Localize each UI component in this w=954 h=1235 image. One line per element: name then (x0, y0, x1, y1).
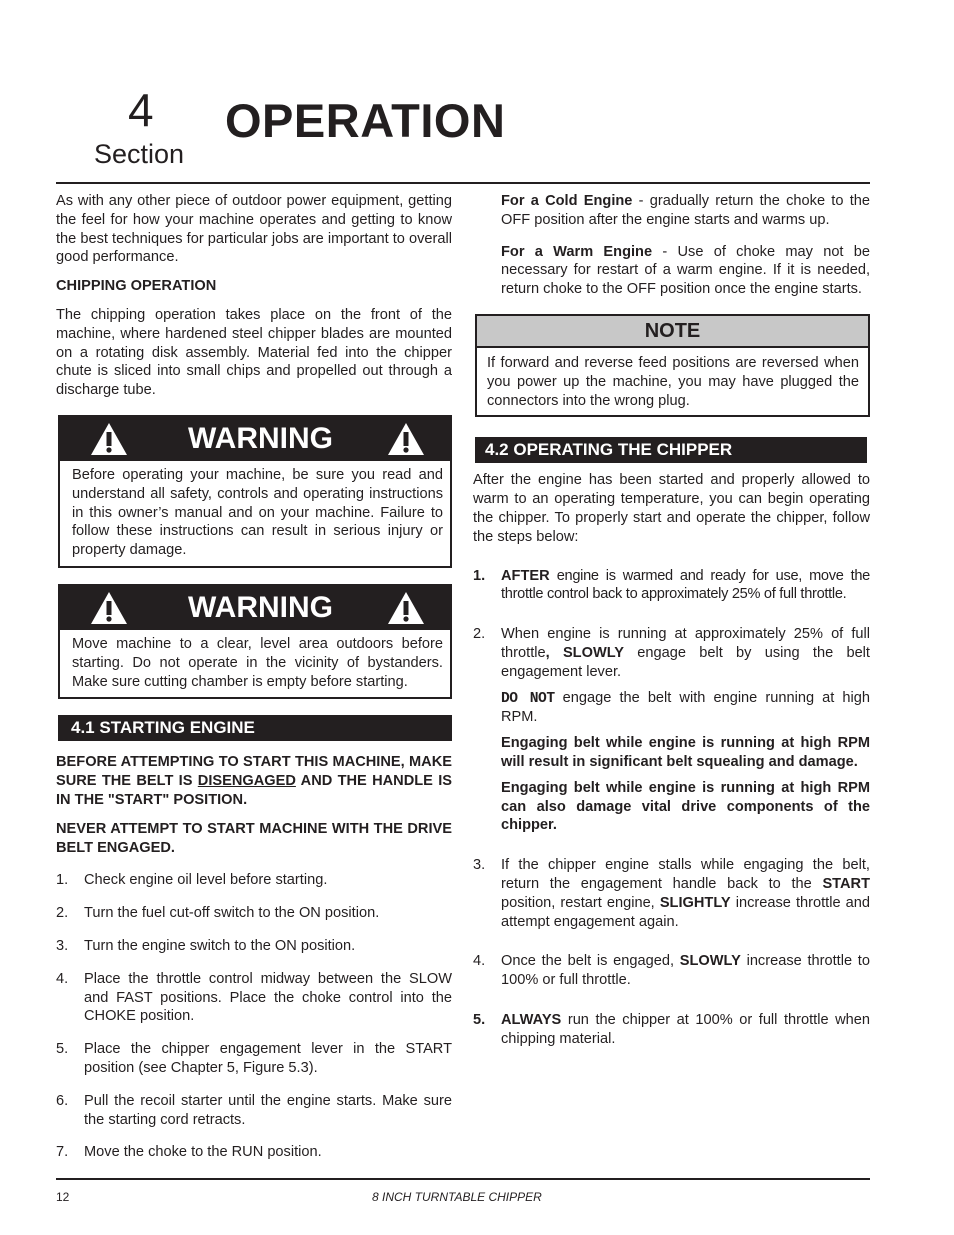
warning-icon (387, 591, 425, 625)
warm-engine-paragraph (501, 243, 870, 299)
caution-text: AND THE HANDLE IS IN THE "START" POSITION. (56, 773, 452, 808)
step-emphasis: ALWAYS (501, 1011, 562, 1028)
warning-text: Before operating your machine, be sure you read and understand all safety, controls and operating instructions in this owner’s manual and on your machine. Failure to follow these instructions can result in serious injury or property damage. (72, 466, 443, 559)
caution-belt-disengaged (56, 753, 452, 809)
caution-belt-engaged: NEVER ATTEMPT TO START MACHINE WITH THE DRIVE BELT ENGAGED. (56, 820, 452, 856)
step-number: 3. (56, 937, 69, 954)
step-text: Pull the recoil starter until the engine starts. Make sure the starting cord retracts. (84, 1092, 452, 1128)
step-text: Place the chipper engagement lever in the START position (see Chapter 5, Figure 5.3). (84, 1041, 452, 1076)
section-heading-4-1: 4.1 STARTING ENGINE (58, 715, 452, 741)
warning-label: WARNING (188, 421, 333, 455)
list-item (56, 1092, 452, 1130)
caution-underlined: DISENGAGED (197, 773, 296, 790)
list-item (473, 856, 870, 931)
caution-text: BEFORE ATTEMPTING TO START THIS MACHINE, MAKE SURE THE BELT IS (56, 754, 452, 790)
warm-engine-label: For a Warm Engine (501, 243, 653, 260)
list-item (56, 1143, 452, 1162)
step-number: 4. (473, 953, 486, 970)
cold-engine-text: - gradually return the choke to the OFF position after the engine starts and warms up. (501, 193, 871, 228)
step-text-part: increase throttle and attempt engagement again. (501, 894, 870, 930)
page-number: 12 (56, 1190, 70, 1204)
intro-paragraph: As with any other piece of outdoor power equipment, getting the feel for how your machine operates and getting to know the best techniques for particular jobs are important to overall good performance. (56, 193, 452, 266)
operating-steps-list (473, 567, 870, 1049)
step-text-part: Once the belt is engaged, (501, 953, 680, 970)
do-not-text: engage the belt with engine running at high RPM. (501, 689, 870, 726)
step-text: engine is warmed and ready for use, move the throttle control back to approximately 25% of full throttle. (501, 567, 870, 603)
step-text: Turn the fuel cut-off switch to the ON position. (84, 905, 380, 922)
warning-box-2 (58, 584, 452, 699)
step-number: 2. (473, 626, 486, 643)
step-number: 2. (56, 905, 69, 922)
step-text: run the chipper at 100% or full throttle when chipping material. (501, 1011, 870, 1047)
warm-engine-text: - Use of choke may not be necessary for restart of a warm engine. If it is needed, return choke to the OFF position once the engine starts. (501, 243, 870, 298)
list-item (473, 567, 870, 605)
step-number: 1. (473, 567, 486, 584)
list-item (56, 904, 452, 923)
step-text-part: If the chipper engine stalls while engaging the belt, return the engagement handle back to the (501, 857, 870, 892)
do-not-paragraph (501, 689, 870, 728)
warning-header (60, 586, 450, 630)
starting-steps-list (56, 871, 452, 1162)
warning-icon (387, 422, 425, 456)
section-word: Section (94, 139, 185, 169)
do-not-label: DO NOT (501, 690, 555, 707)
step-text-part: position, restart engine, (501, 894, 660, 911)
step-text-part: engage belt by using the belt engagement lever. (501, 644, 870, 680)
step-text-part: When engine is running at approximately 25% of full throttle (501, 626, 870, 661)
list-item (56, 1040, 452, 1078)
step-emphasis: , SLOWLY (545, 644, 625, 661)
header-rule (56, 182, 870, 184)
section-number: 4 (128, 84, 154, 136)
warning-label: WARNING (188, 590, 333, 624)
list-item (56, 970, 452, 1026)
footer-rule (56, 1178, 870, 1180)
chipping-heading: CHIPPING OPERATION (56, 278, 217, 295)
step-number: 1. (56, 872, 69, 889)
note-text: If forward and reverse feed positions are reversed when you power up the machine, you may have plugged the connectors into the wrong plug. (487, 354, 859, 409)
step-number: 5. (473, 1011, 486, 1028)
right-column (473, 192, 870, 1049)
step-text: Turn the engine switch to the ON position. (84, 937, 356, 954)
step-number: 7. (56, 1144, 69, 1161)
step-text (501, 625, 870, 681)
list-item (473, 625, 870, 835)
list-item (56, 871, 452, 890)
drive-damage-warning: Engaging belt while engine is running at high RPM can also damage vital drive components of the chipper. (501, 779, 870, 834)
step-text: Move the choke to the RUN position. (84, 1144, 322, 1161)
list-item (473, 952, 870, 990)
step-number: 5. (56, 1041, 69, 1058)
step-number: 3. (473, 857, 486, 874)
cold-engine-label: For a Cold Engine (501, 193, 633, 209)
warning-box-1 (58, 415, 452, 568)
list-item (473, 1011, 870, 1049)
footer-title: 8 INCH TURNTABLE CHIPPER (372, 1190, 542, 1204)
belt-squeal-warning: Engaging belt while engine is running at high RPM will result in significant belt squealing and damage. (501, 735, 870, 770)
step-text: Place the throttle control midway between the SLOW and FAST positions. Place the choke control into the CHOKE position. (84, 970, 452, 1025)
warning-header (60, 417, 450, 461)
step-number: 4. (56, 970, 69, 987)
note-box (475, 314, 870, 417)
step-text-part: increase throttle to 100% or full throttle. (501, 953, 870, 989)
step-emphasis: AFTER (501, 567, 550, 584)
step-text: Check engine oil level before starting. (84, 872, 328, 889)
warning-icon (90, 591, 128, 625)
step-number: 6. (56, 1092, 69, 1109)
warning-icon (90, 422, 128, 456)
step-emphasis: START (822, 875, 870, 892)
section-heading-4-2: 4.2 OPERATING THE CHIPPER (475, 437, 867, 463)
cold-engine-paragraph (501, 192, 870, 230)
page-title: OPERATION (225, 94, 506, 147)
chipping-paragraph: The chipping operation takes place on the front of the machine, where hardened steel chipper blades are mounted on a rotating disk assembly. Material fed into the chipper chute is sliced into small chips and propelled out through a discharge tube. (56, 306, 452, 399)
note-header: NOTE (477, 316, 868, 348)
list-item (56, 937, 452, 956)
step-emphasis: SLOWLY (679, 953, 741, 970)
step-emphasis: SLIGHTLY (659, 894, 731, 911)
operating-intro: After the engine has been started and properly allowed to warm to an operating temperature, you can begin operating the chipper. To properly start and operate the chipper, follow the steps below: (473, 472, 870, 545)
warning-text: Move machine to a clear, level area outdoors before starting. Do not operate in the vicinity of bystanders. Make sure cutting chamber is empty before starting. (72, 635, 443, 690)
left-column (56, 192, 452, 1162)
